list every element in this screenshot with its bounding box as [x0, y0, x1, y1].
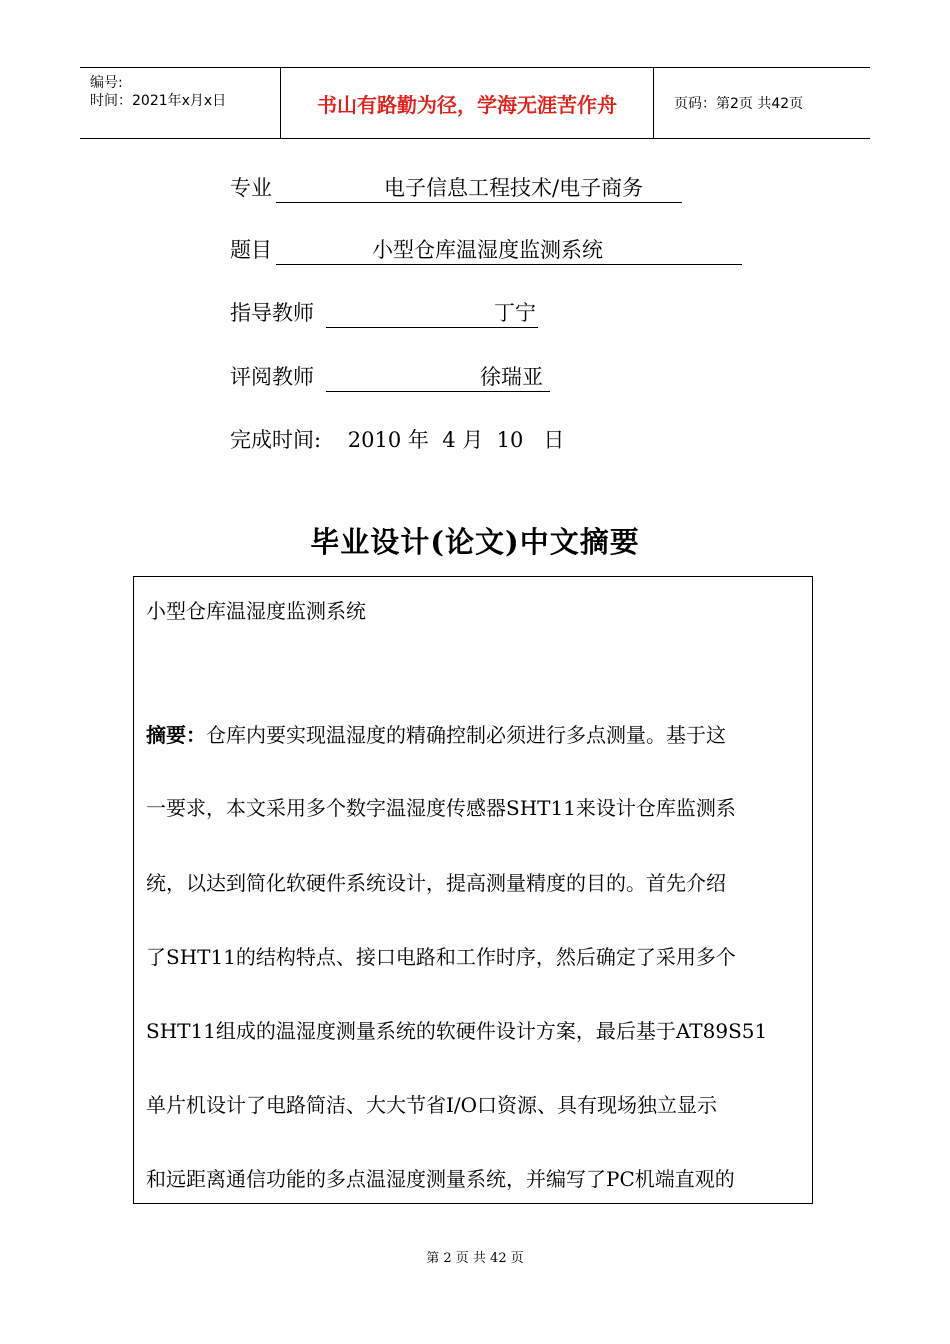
abstract-line-2: 一要求，本文采用多个数字温湿度传感器SHT11来设计仓库监测系 — [146, 796, 736, 820]
topic-row — [230, 234, 603, 264]
header-meta-cell — [80, 68, 281, 138]
abstract-keyword: 摘要： — [146, 723, 206, 747]
number-label: 编号: — [90, 75, 123, 91]
completion-date: 完成时间: 2010 年 4 月 10 日 — [230, 428, 565, 452]
header-motto: 书山有路勤为径，学海无涯苦作舟 — [281, 68, 654, 138]
reviewer-value: 徐瑞亚 — [480, 365, 543, 389]
abstract-box — [133, 576, 813, 1204]
abstract-heading: 毕业设计(论文)中文摘要 — [310, 525, 640, 559]
advisor-row — [230, 297, 536, 327]
page-footer: 第 2 页 共 42 页 — [426, 1251, 524, 1266]
major-label: 专业 — [230, 176, 272, 200]
abstract-line-4: 了SHT11的结构特点、接口电路和工作时序，然后确定了采用多个 — [146, 945, 736, 969]
paper-title: 小型仓库温湿度监测系统 — [146, 599, 366, 623]
page-info-text: 页码：第2页 共42页 — [674, 96, 804, 112]
document-header — [80, 67, 870, 139]
abstract-text-1: 仓库内要实现温湿度的精确控制必须进行多点测量。基于这 — [206, 723, 726, 747]
abstract-line-6: 单片机设计了电路简洁、大大节省I/O口资源、具有现场独立显示 — [146, 1093, 718, 1117]
abstract-line-5: SHT11组成的温湿度测量系统的软硬件设计方案，最后基于AT89S51 — [146, 1019, 768, 1043]
time-label: 时间：2021年x月x日 — [90, 93, 227, 109]
reviewer-label: 评阅教师 — [230, 365, 314, 389]
major-value: 电子信息工程技术/电子商务 — [384, 176, 644, 200]
major-row — [230, 172, 644, 202]
abstract-line-1 — [146, 719, 726, 748]
header-page-info — [664, 68, 870, 138]
topic-value: 小型仓库温湿度监测系统 — [372, 238, 603, 262]
reviewer-row — [230, 361, 543, 391]
abstract-line-3: 统，以达到简化软硬件系统设计，提高测量精度的目的。首先介绍 — [146, 871, 726, 895]
abstract-line-7: 和远距离通信功能的多点温湿度测量系统，并编写了PC机端直观的 — [146, 1167, 735, 1191]
advisor-label: 指导教师 — [230, 301, 314, 325]
advisor-value: 丁宁 — [494, 301, 536, 325]
topic-label: 题目 — [230, 238, 272, 262]
